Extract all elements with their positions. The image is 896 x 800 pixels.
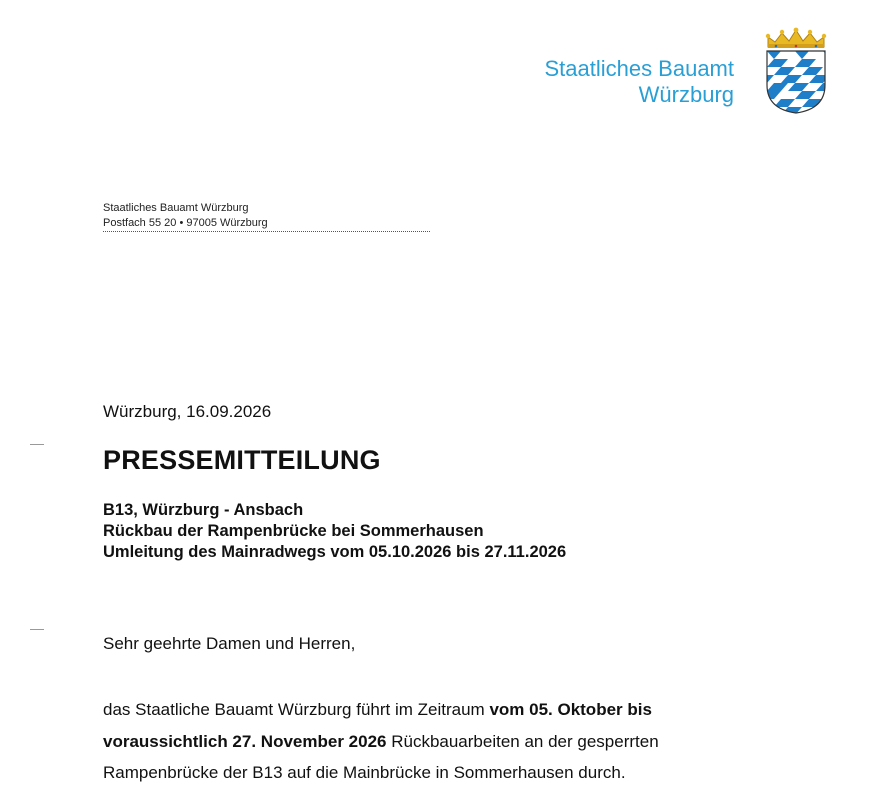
- subject-line-2: Rückbau der Rampenbrücke bei Sommerhausen: [103, 522, 484, 540]
- sender-address: [103, 201, 430, 232]
- fold-mark-upper: [30, 444, 44, 445]
- body-text-part1: das Staatliche Bauamt Würzburg führt im Zeitraum: [103, 700, 490, 719]
- organization-name-line1: Staatliches Bauamt: [544, 56, 734, 81]
- body-paragraph: [103, 694, 743, 789]
- subject-line-3: Umleitung des Mainradwegs vom 05.10.2026 bis 27.11.2026: [103, 543, 567, 561]
- body-text-part2: Rückbauarbeiten an der gesperrten Rampenbrücke der B13 auf die Mainbrücke in Sommerhausen durch.: [103, 731, 659, 782]
- sender-line2: Postfach 55 20 • 97005 Würzburg: [103, 216, 430, 232]
- subject-line-1: B13, Würzburg - Ansbach: [103, 501, 304, 519]
- organization-name-line2: Würzburg: [638, 82, 734, 107]
- document-date: Würzburg, 16.09.2026: [103, 402, 272, 421]
- body-text-bold: vom 05. Oktober bis voraussichtlich 27. November 2026: [103, 700, 652, 751]
- document-heading: PRESSEMITTEILUNG: [103, 445, 381, 475]
- sender-line1: Staatliches Bauamt Würzburg: [103, 202, 249, 214]
- greeting: Sehr geehrte Damen und Herren,: [103, 634, 356, 653]
- organization-name: [544, 56, 734, 108]
- subject-lines: [103, 500, 566, 563]
- fold-mark-lower: [30, 629, 44, 630]
- bavarian-coat-of-arms-icon: [762, 27, 830, 115]
